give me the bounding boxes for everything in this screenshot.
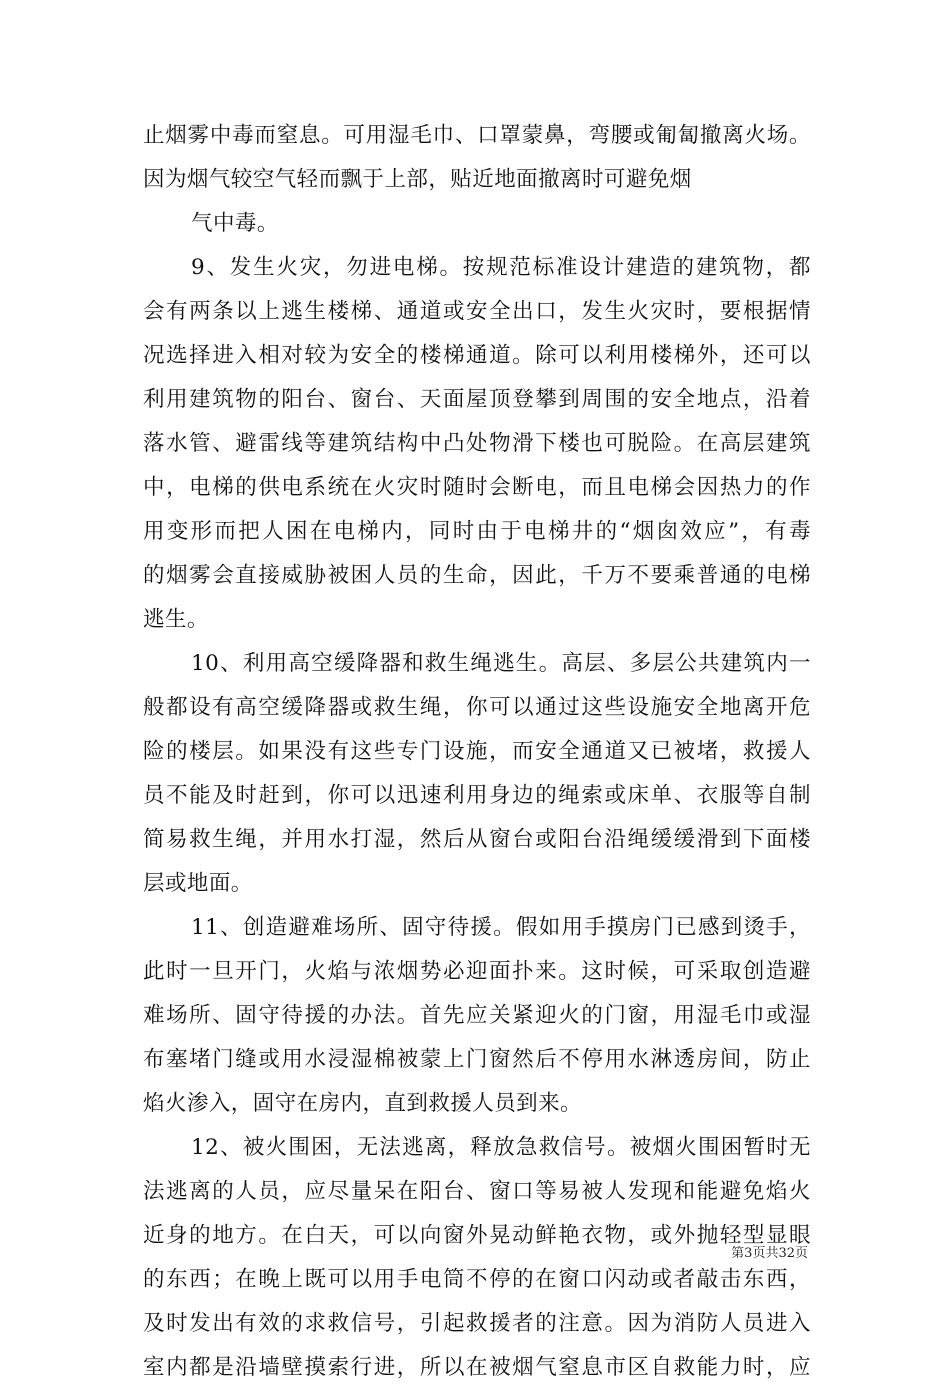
text-line: 10、利用高空缓降器和救生绳逃生。高层、多层公共建筑内一 xyxy=(191,651,811,676)
text-line: 员不能及时赶到，你可以迅速利用身边的绳索或床单、衣服等自制 xyxy=(143,783,811,808)
text-line: 逃生。 xyxy=(143,607,209,632)
text-line: 用变形而把人困在电梯内，同时由于电梯井的“烟囱效应”，有毒 xyxy=(143,519,811,544)
text-line: 简易救生绳，并用水打湿，然后从窗台或阳台沿绳缓缓滑到下面楼 xyxy=(143,827,811,852)
body-text xyxy=(143,114,811,1390)
text-line: 因为烟气较空气轻而飘于上部，贴近地面撤离时可避免烟 xyxy=(143,167,692,192)
text-line: 近身的地方。在白天，可以向窗外晃动鲜艳衣物，或外抛轻型显眼 xyxy=(143,1223,811,1248)
text-line: 难场所、固守待援的办法。首先应关紧迎火的门窗，用湿毛巾或湿 xyxy=(143,1003,811,1028)
text-line: 中，电梯的供电系统在火灾时随时会断电，而且电梯会因热力的作 xyxy=(143,475,811,500)
page-number: 第3页共32页 xyxy=(731,1246,808,1261)
text-line: 层或地面。 xyxy=(143,871,253,896)
text-line: 室内都是沿墙壁摸索行进，所以在被烟气窒息市区自救能力时，应 xyxy=(143,1355,811,1380)
text-line: 及时发出有效的求救信号，引起救援者的注意。因为消防人员进入 xyxy=(143,1311,811,1336)
text-line: 9、发生火灾，勿进电梯。按规范标准设计建造的建筑物，都 xyxy=(191,255,811,280)
text-line: 的东西；在晚上既可以用手电筒不停的在窗口闪动或者敲击东西， xyxy=(143,1267,811,1292)
text-line: 况选择进入相对较为安全的楼梯通道。除可以利用楼梯外，还可以 xyxy=(143,343,811,368)
text-line: 12、被火围困，无法逃离，释放急救信号。被烟火围困暂时无 xyxy=(191,1135,811,1160)
text-line: 利用建筑物的阳台、窗台、天面屋顶登攀到周围的安全地点，沿着 xyxy=(143,387,811,412)
text-line: 落水管、避雷线等建筑结构中凸处物滑下楼也可脱险。在高层建筑 xyxy=(143,431,811,456)
text-line: 会有两条以上逃生楼梯、通道或安全出口，发生火灾时，要根据情 xyxy=(143,299,811,324)
text-line: 法逃离的人员，应尽量呆在阳台、窗口等易被人发现和能避免焰火 xyxy=(143,1179,811,1204)
text-line: 气中毒。 xyxy=(191,211,279,236)
text-line: 焰火渗入，固守在房内，直到救援人员到来。 xyxy=(143,1091,583,1116)
text-line: 的烟雾会直接威胁被困人员的生命，因此，千万不要乘普通的电梯 xyxy=(143,563,811,588)
text-line: 此时一旦开门，火焰与浓烟势必迎面扑来。这时候，可采取创造避 xyxy=(143,959,811,984)
text-line: 般都设有高空缓降器或救生绳，你可以通过这些设施安全地离开危 xyxy=(143,695,811,720)
text-line: 险的楼层。如果没有这些专门设施，而安全通道又已被堵，救援人 xyxy=(143,739,811,764)
text-line: 布塞堵门缝或用水浸湿棉被蒙上门窗然后不停用水淋透房间，防止 xyxy=(143,1047,811,1072)
text-line: 止烟雾中毒而窒息。可用湿毛巾、口罩蒙鼻，弯腰或匍匐撤离火场。 xyxy=(143,123,811,148)
text-line: 11、创造避难场所、固守待援。假如用手摸房门已感到烫手， xyxy=(191,915,811,940)
